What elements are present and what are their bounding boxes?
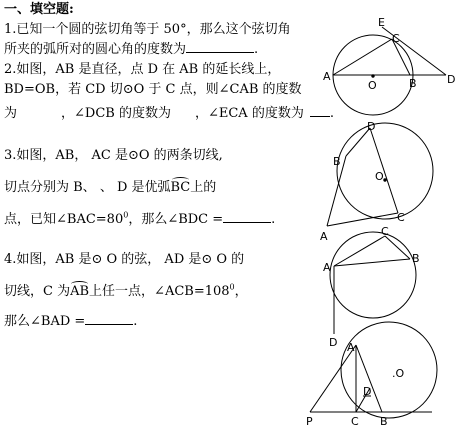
q4-line1: 4.如图，AB 是⊙ O 的弦， AD 是⊙ O 的: [4, 252, 245, 267]
fig3-label-c: C: [381, 225, 389, 238]
fig1-label-e: E: [378, 16, 385, 29]
q3-line3-b: ，那么∠BDC =: [128, 212, 224, 227]
fig4-chord-ab: [356, 345, 382, 412]
fig2-label-d: D: [367, 120, 376, 133]
q4-line2-a: 切线，C 为: [4, 284, 71, 299]
fig1-label-b: B: [409, 77, 417, 90]
q3-degree-sup: 0: [123, 210, 129, 220]
fig2-label-b: B: [333, 155, 341, 168]
q1-line1: 1.已知一个圆的弦切角等于 50°，那么这个弦切角: [4, 22, 291, 37]
q3-line2-a: 切点分别为 B、 、 D 是优弧: [4, 180, 171, 195]
q2-line1: 2.如图，AB 是直径，点 D 在 AB 的延长线上，: [4, 62, 281, 77]
figure-3: [330, 232, 416, 334]
fig4-label-p: P: [306, 415, 313, 428]
fig4-label-c: C: [351, 415, 359, 428]
fig4-label-d: D: [363, 385, 372, 398]
fig3-chord-ac: [334, 236, 385, 266]
q2-line3-c: ，∠ECA 的度数为: [194, 106, 304, 121]
q3-line3: 点，已知$\angle BAC=80^0$，那么∠BDC = .: [4, 210, 276, 227]
fig1-label-o: O: [368, 79, 377, 92]
fig3-label-b: B: [412, 252, 420, 265]
fig2-center-dot: [384, 179, 386, 181]
q2-line2: BD=OB，若 CD 切⊙O 于 C 点，则∠CAB 的度数: [4, 82, 302, 97]
fig2-label-c: C: [397, 211, 405, 224]
fig2-circle: [337, 123, 433, 219]
fig1-label-c: C: [392, 32, 400, 45]
q4-line3-text: 那么∠BAD =: [4, 314, 86, 329]
fig1-center-dot: [372, 75, 374, 77]
fig2-label-o: O: [375, 170, 384, 183]
fig2-label-a: A: [320, 230, 328, 243]
fig4-circle: [341, 322, 437, 418]
q2-line3-b: ，∠DCB 的度数为: [61, 106, 171, 121]
fig4-label-b: B: [380, 415, 388, 428]
q3-arc-bc: BC: [170, 180, 191, 195]
figure-1: [333, 27, 446, 115]
section-title: 一、填空题:: [4, 2, 74, 17]
q4-degree-sup: 0: [229, 282, 235, 292]
fig4-label-o: .O: [392, 367, 405, 380]
q4-line3: 那么∠BAD = .: [4, 314, 138, 329]
q2-line3: 为 ，∠DCB 的度数为 ，∠ECA 的度数为 .: [4, 106, 334, 121]
fig1-label-d: D: [447, 73, 456, 86]
q2-line3-a: 为: [4, 106, 18, 121]
q3-line1: 3.如图，AB， AC 是⊙O 的两条切线,: [4, 148, 223, 163]
q3-line3-a: 点，已知∠BAC=80: [4, 212, 124, 227]
fig1-label-a: A: [323, 70, 331, 83]
fig3-label-a: A: [323, 261, 331, 274]
q4-line2-c: ，: [234, 284, 248, 299]
fig4-label-a: A: [347, 341, 355, 354]
q4-arc-ab: AB: [70, 284, 90, 299]
fig1-chord-ac: [333, 39, 392, 75]
fig3-label-d: D: [329, 336, 338, 349]
fig4-tangent-pa: [310, 345, 356, 412]
q1-line2: 所夹的弧所对的圆心角的度数为 .: [4, 42, 259, 57]
fig3-circle: [330, 232, 416, 318]
q4-line2-b: 上任一点，∠ACB=108: [89, 284, 230, 299]
q3-line2-b: 上的: [190, 180, 217, 195]
fig3-chord-ab: [334, 259, 410, 266]
q1-line2-text: 所夹的弧所对的圆心角的度数为: [4, 42, 187, 57]
